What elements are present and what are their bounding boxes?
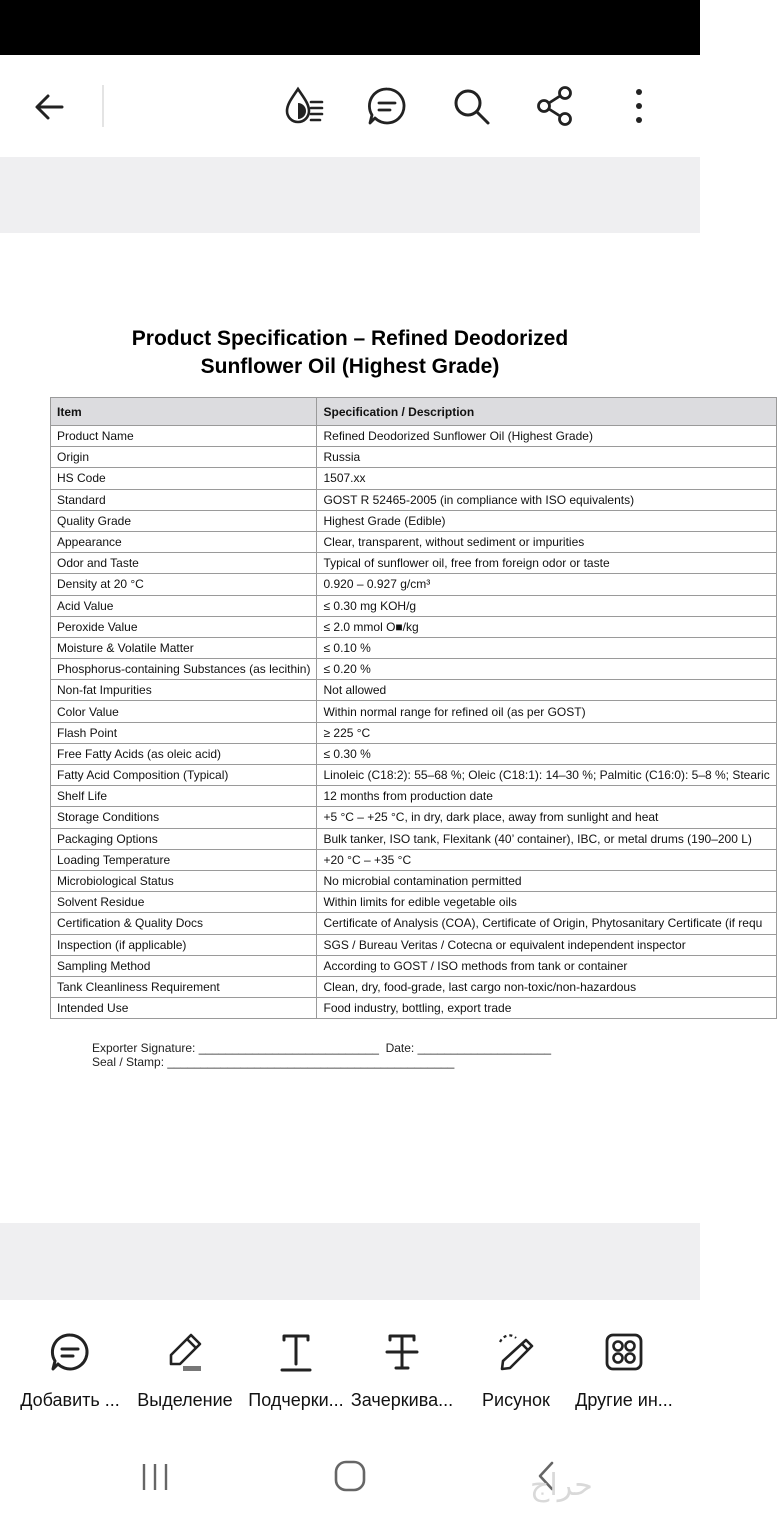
- table-row: [51, 722, 777, 743]
- table-row: [51, 701, 777, 722]
- page-title: [0, 325, 700, 381]
- specification-cell: ≤ 0.20 %: [317, 659, 776, 680]
- table-row: [51, 616, 777, 637]
- table-header-row: [51, 398, 777, 426]
- annotation-toolbar: [0, 1300, 700, 1440]
- recent-apps-icon[interactable]: [138, 1460, 172, 1494]
- table-row: [51, 553, 777, 574]
- specification-cell: Bulk tanker, ISO tank, Flexitank (40’ container), IBC, or metal drums (190–200 L): [317, 828, 776, 849]
- pdf-page[interactable]: [0, 233, 770, 1223]
- header-item: Item: [51, 398, 317, 426]
- page-gap-top: [0, 157, 700, 233]
- item-cell: Sampling Method: [51, 955, 317, 976]
- exporter-signature-line: Exporter Signature: ___________________________ Date: ____________________: [92, 1041, 552, 1055]
- specification-cell: Highest Grade (Edible): [317, 510, 776, 531]
- specification-cell: ≥ 225 °C: [317, 722, 776, 743]
- item-cell: Intended Use: [51, 998, 317, 1019]
- table-row: [51, 765, 777, 786]
- item-cell: Tank Cleanliness Requirement: [51, 976, 317, 997]
- underline-text-icon: [274, 1330, 318, 1374]
- specification-cell: Food industry, bottling, export trade: [317, 998, 776, 1019]
- item-cell: Quality Grade: [51, 510, 317, 531]
- specification-cell: No microbial contamination permitted: [317, 870, 776, 891]
- table-row: [51, 913, 777, 934]
- item-cell: Product Name: [51, 426, 317, 447]
- table-row: [51, 680, 777, 701]
- tool-label: Зачеркива...: [350, 1390, 454, 1410]
- specification-cell: Linoleic (C18:2): 55–68 %; Oleic (C18:1): 14–30 %; Palmitic (C16:0): 5–8 %; Stearic: [317, 765, 776, 786]
- table-row: [51, 998, 777, 1019]
- item-cell: Phosphorus-containing Substances (as lecithin): [51, 659, 317, 680]
- specification-cell: Not allowed: [317, 680, 776, 701]
- comment-icon[interactable]: [364, 83, 410, 129]
- item-cell: Flash Point: [51, 722, 317, 743]
- table-row: [51, 574, 777, 595]
- item-cell: Peroxide Value: [51, 616, 317, 637]
- item-cell: Origin: [51, 447, 317, 468]
- specification-cell: According to GOST / ISO methods from tank or container: [317, 955, 776, 976]
- specification-cell: 1507.xx: [317, 468, 776, 489]
- specification-cell: +5 °C – +25 °C, in dry, dark place, away from sunlight and heat: [317, 807, 776, 828]
- table-row: [51, 828, 777, 849]
- item-cell: Loading Temperature: [51, 849, 317, 870]
- item-cell: Storage Conditions: [51, 807, 317, 828]
- table-row: [51, 955, 777, 976]
- seal-stamp-line: Seal / Stamp: ___________________________________________: [92, 1055, 455, 1069]
- specification-cell: GOST R 52465-2005 (in compliance with ISO equivalents): [317, 489, 776, 510]
- item-cell: Appearance: [51, 531, 317, 552]
- specification-cell: +20 °C – +35 °C: [317, 849, 776, 870]
- table-row: [51, 659, 777, 680]
- table-row: [51, 786, 777, 807]
- table-row: [51, 510, 777, 531]
- strikethrough-tool[interactable]: [346, 1330, 458, 1411]
- table-row: [51, 934, 777, 955]
- tool-label: Подчерки...: [248, 1390, 344, 1410]
- specification-cell: Certificate of Analysis (COA), Certificate of Origin, Phytosanitary Certificate (if requ: [317, 913, 776, 934]
- table-row: [51, 807, 777, 828]
- grid-tools-icon: [602, 1330, 646, 1374]
- item-cell: Certification & Quality Docs: [51, 913, 317, 934]
- pencil-draw-icon: [494, 1330, 538, 1374]
- app-bar-divider: [102, 85, 104, 127]
- watermark-logo: حراج: [530, 1468, 593, 1503]
- item-cell: Inspection (if applicable): [51, 934, 317, 955]
- drawing-tool[interactable]: [460, 1330, 572, 1411]
- table-row: [51, 870, 777, 891]
- highlight-tool[interactable]: [129, 1330, 241, 1411]
- item-cell: Density at 20 °C: [51, 574, 317, 595]
- table-row: [51, 976, 777, 997]
- table-row: [51, 447, 777, 468]
- item-cell: Odor and Taste: [51, 553, 317, 574]
- table-row: [51, 468, 777, 489]
- back-arrow-icon[interactable]: [28, 85, 72, 129]
- item-cell: Acid Value: [51, 595, 317, 616]
- title-line-1: Product Specification – Refined Deodorized: [131, 327, 569, 350]
- header-specification: Specification / Description: [317, 398, 776, 426]
- specification-cell: Refined Deodorized Sunflower Oil (Highest Grade): [317, 426, 776, 447]
- item-cell: Moisture & Volatile Matter: [51, 637, 317, 658]
- specification-cell: 12 months from production date: [317, 786, 776, 807]
- specification-cell: Russia: [317, 447, 776, 468]
- specification-cell: ≤ 0.30 mg KOH/g: [317, 595, 776, 616]
- specification-cell: Within limits for edible vegetable oils: [317, 892, 776, 913]
- comment-add-icon: [48, 1330, 92, 1374]
- system-navigation-bar: [0, 1440, 700, 1517]
- search-icon[interactable]: [448, 83, 494, 129]
- item-cell: Microbiological Status: [51, 870, 317, 891]
- specification-cell: ≤ 2.0 mmol O■/kg: [317, 616, 776, 637]
- more-options-icon[interactable]: [616, 83, 662, 129]
- table-row: [51, 426, 777, 447]
- table-row: [51, 489, 777, 510]
- specification-cell: 0.920 – 0.927 g/cm³: [317, 574, 776, 595]
- strikethrough-text-icon: [380, 1330, 424, 1374]
- item-cell: Standard: [51, 489, 317, 510]
- table-row: [51, 849, 777, 870]
- specification-cell: Typical of sunflower oil, free from foreign odor or taste: [317, 553, 776, 574]
- specification-cell: Within normal range for refined oil (as per GOST): [317, 701, 776, 722]
- table-row: [51, 595, 777, 616]
- home-icon[interactable]: [332, 1458, 368, 1494]
- item-cell: Color Value: [51, 701, 317, 722]
- table-row: [51, 743, 777, 764]
- specification-cell: Clear, transparent, without sediment or impurities: [317, 531, 776, 552]
- item-cell: Solvent Residue: [51, 892, 317, 913]
- page-gap-bottom: [0, 1223, 700, 1300]
- specification-cell: ≤ 0.30 %: [317, 743, 776, 764]
- item-cell: Shelf Life: [51, 786, 317, 807]
- tool-label: Выделение: [137, 1390, 233, 1410]
- item-cell: Packaging Options: [51, 828, 317, 849]
- table-row: [51, 531, 777, 552]
- app-bar: [0, 55, 700, 157]
- specification-cell: SGS / Bureau Veritas / Cotecna or equivalent independent inspector: [317, 934, 776, 955]
- specification-cell: ≤ 0.10 %: [317, 637, 776, 658]
- highlighter-icon: [163, 1330, 207, 1374]
- tool-label: Другие ин...: [575, 1390, 673, 1410]
- item-cell: Non-fat Impurities: [51, 680, 317, 701]
- tool-label: Рисунок: [482, 1390, 550, 1410]
- specification-cell: Clean, dry, food-grade, last cargo non-toxic/non-hazardous: [317, 976, 776, 997]
- specification-table: [50, 397, 777, 1019]
- table-row: [51, 637, 777, 658]
- other-tools[interactable]: [568, 1330, 680, 1411]
- share-icon[interactable]: [532, 83, 578, 129]
- status-bar: [0, 0, 700, 55]
- tool-label: Добавить ...: [20, 1390, 120, 1410]
- add-comment-tool[interactable]: [14, 1330, 126, 1411]
- item-cell: Fatty Acid Composition (Typical): [51, 765, 317, 786]
- table-row: [51, 892, 777, 913]
- item-cell: Free Fatty Acids (as oleic acid): [51, 743, 317, 764]
- reading-mode-icon[interactable]: [280, 83, 326, 129]
- underline-tool[interactable]: [240, 1330, 352, 1411]
- item-cell: HS Code: [51, 468, 317, 489]
- title-line-2: Sunflower Oil (Highest Grade): [200, 355, 500, 378]
